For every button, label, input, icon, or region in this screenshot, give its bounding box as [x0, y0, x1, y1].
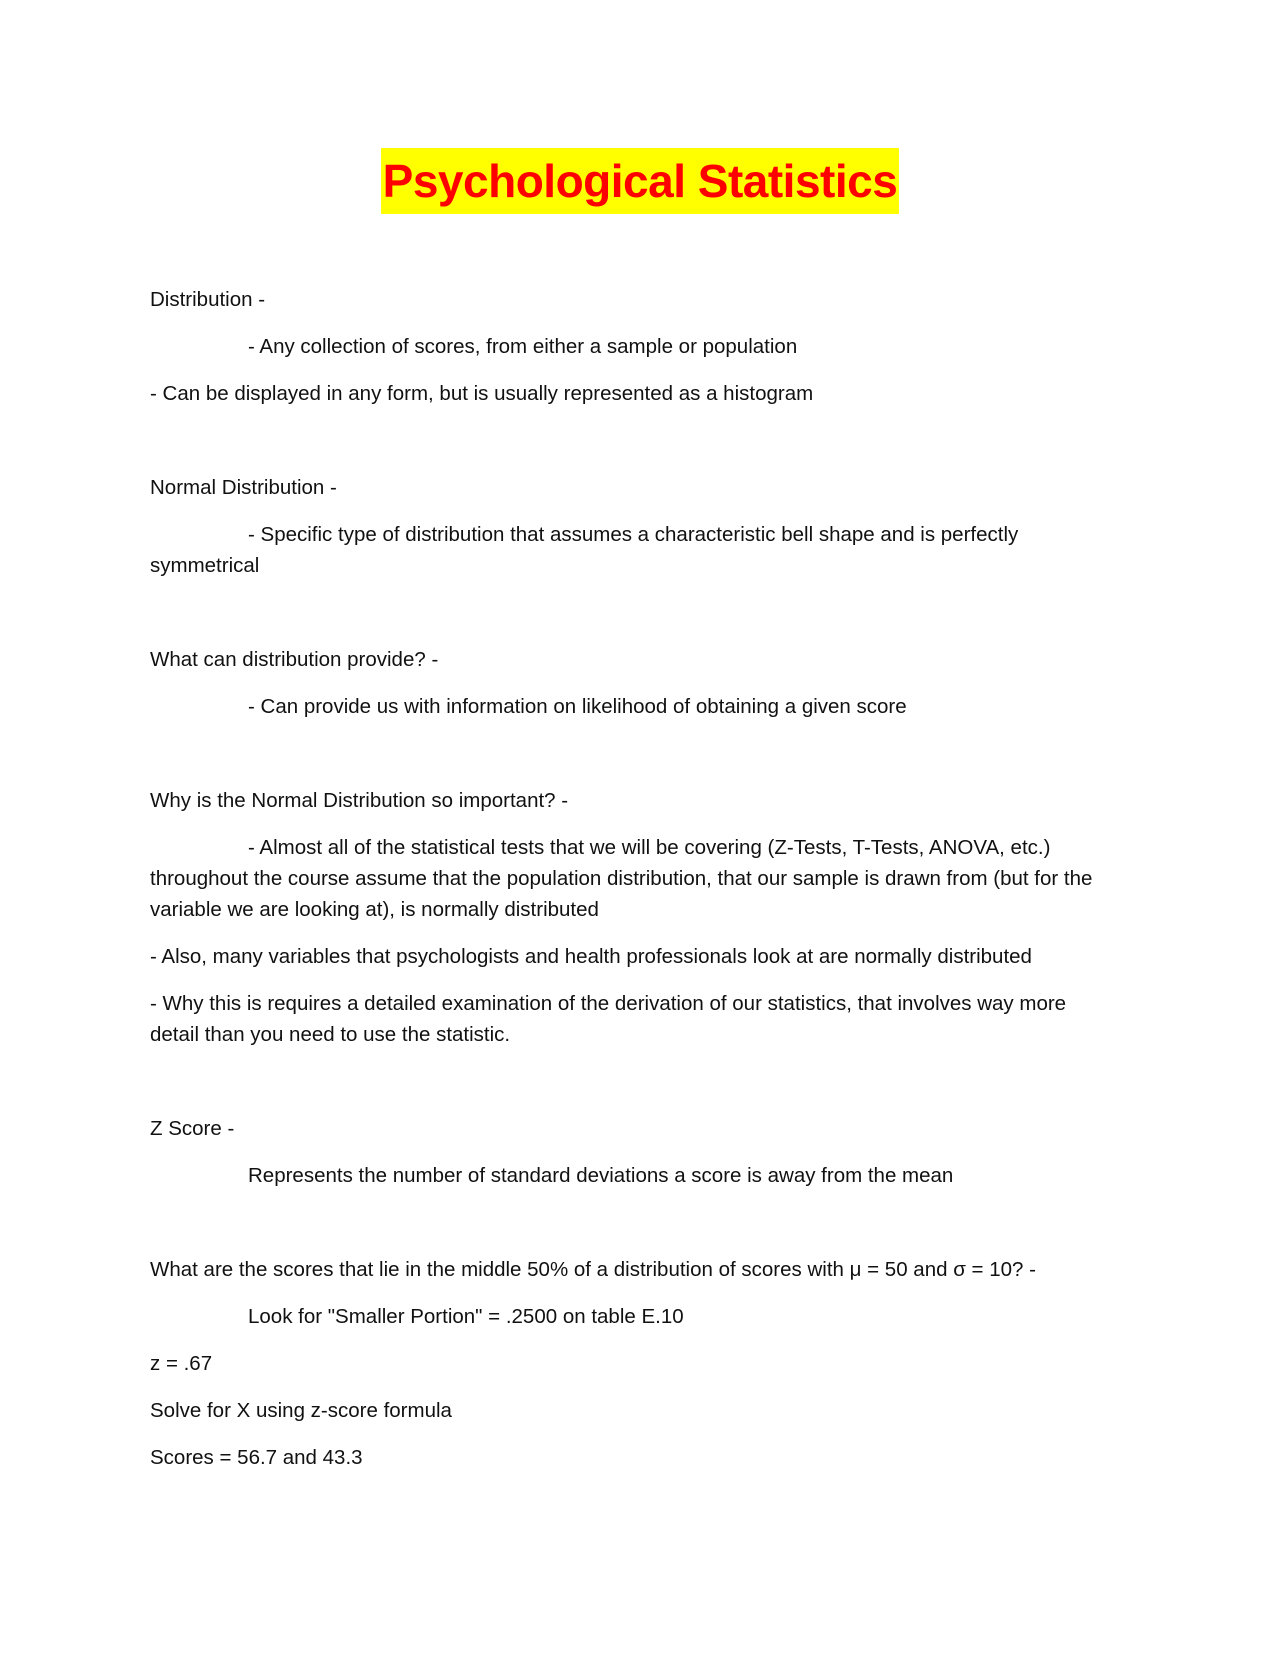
- distribution-line-1: - Any collection of scores, from either a sample or population: [248, 335, 798, 358]
- title-wrapper: [0, 148, 1280, 214]
- normal-distribution-line-1: - Specific type of distribution that assumes a characteristic bell shape and is perfectly symmetrical: [150, 523, 1019, 577]
- z-score-line-1: Represents the number of standard deviations a score is away from the mean: [248, 1164, 954, 1187]
- spacer: [150, 425, 1115, 472]
- normal-important-heading: Why is the Normal Distribution so important? -: [150, 789, 569, 812]
- document-title: Psychological Statistics: [381, 148, 900, 214]
- normal-important-line-2: - Also, many variables that psychologists and health professionals look at are normally distributed: [150, 945, 1032, 968]
- spacer: [150, 738, 1115, 785]
- middle-scores-line-2: z = .67: [150, 1352, 213, 1375]
- distribution-heading: Distribution -: [150, 288, 266, 311]
- distribution-line-2: - Can be displayed in any form, but is usually represented as a histogram: [150, 382, 814, 405]
- distribution-provide-line-1: - Can provide us with information on likelihood of obtaining a given score: [248, 695, 907, 718]
- distribution-provide-heading: What can distribution provide? -: [150, 648, 439, 671]
- middle-scores-line-4: Scores = 56.7 and 43.3: [150, 1446, 363, 1469]
- normal-important-line-3: - Why this is requires a detailed examination of the derivation of our statistics, that involves way more detail than you need to use the statistic.: [150, 992, 1067, 1046]
- z-score-heading: Z Score -: [150, 1117, 235, 1140]
- document-body: [150, 284, 1115, 1489]
- middle-scores-heading: What are the scores that lie in the middle 50% of a distribution of scores with μ = 50 and σ = 10? -: [150, 1258, 1036, 1281]
- normal-distribution-heading: Normal Distribution -: [150, 476, 337, 499]
- middle-scores-line-3: Solve for X using z-score formula: [150, 1399, 452, 1422]
- spacer: [150, 597, 1115, 644]
- spacer: [150, 1207, 1115, 1254]
- middle-scores-line-1: Look for "Smaller Portion" = .2500 on table E.10: [248, 1305, 684, 1328]
- normal-important-line-1: - Almost all of the statistical tests that we will be covering (Z-Tests, T-Tests, ANOVA, etc.) throughout the course assume that the population distribution, that our sample is drawn from (but for the variable we are looking at), is normally distributed: [150, 836, 1093, 921]
- spacer: [150, 1066, 1115, 1113]
